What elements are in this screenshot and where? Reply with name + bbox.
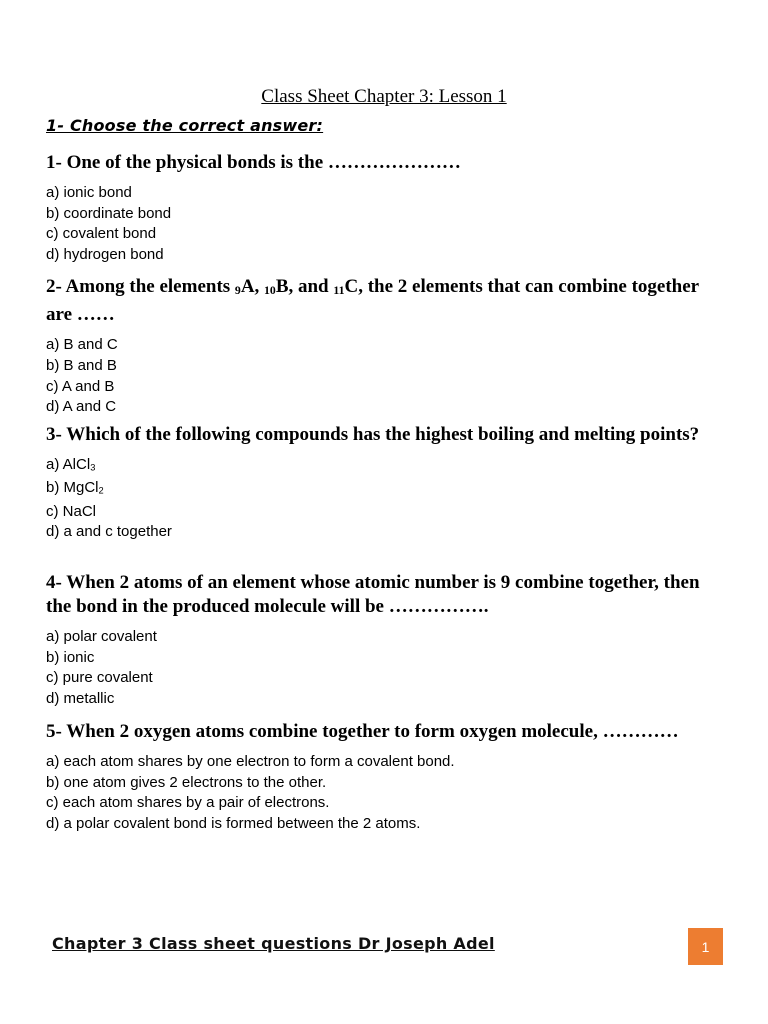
option-d: d) A and C [46, 398, 117, 416]
question-1 [46, 151, 722, 266]
section-heading: 1- Choose the correct answer: [46, 116, 324, 135]
question-5-options [46, 752, 722, 835]
option-c: c) covalent bond [46, 225, 157, 243]
question-3-options [46, 455, 722, 543]
question-3 [46, 423, 722, 543]
question-4-options [46, 627, 722, 710]
question-5 [46, 720, 722, 835]
question-stem: One of the physical bonds is the ………………… [66, 152, 461, 173]
question-4-text [46, 571, 722, 619]
option-a-formula: a) AlCl [46, 456, 91, 473]
option-d: d) a polar covalent bond is formed between the 2 atoms. [46, 815, 421, 833]
option-d: d) metallic [46, 690, 115, 708]
option-c: c) NaCl [46, 502, 97, 520]
option-d: d) a and c together [46, 523, 172, 541]
question-5-text [46, 720, 722, 744]
question-number: 4- [46, 572, 62, 593]
option-c: c) A and B [46, 377, 115, 395]
option-a [46, 455, 722, 478]
question-2-text [46, 275, 722, 327]
element-a: A, [240, 276, 265, 297]
question-2 [46, 275, 722, 418]
option-b-formula: b) MgCl [46, 479, 99, 497]
question-stem: When 2 atoms of an element whose atomic number is 9 combine together, then the bond in the produced molecule will be ……………. [46, 572, 700, 617]
option-d: d) hydrogen bond [46, 246, 164, 264]
footer-text: Chapter 3 Class sheet questions Dr Joseph Adel [52, 934, 495, 953]
question-number: 1- [46, 152, 62, 173]
option-b: b) B and B [46, 356, 117, 374]
atomic-number-c: 11 [333, 284, 345, 298]
option-a: a) ionic bond [46, 184, 132, 201]
question-1-options [46, 183, 722, 266]
question-3-text [46, 423, 722, 447]
element-c-and-rest: C, the 2 elements that can combine together are …… [46, 276, 699, 326]
question-stem-start: Among the elements [65, 276, 235, 297]
option-b: b) one atom gives 2 electrons to the other. [46, 773, 327, 791]
option-a: a) each atom shares by one electron to form a covalent bond. [46, 753, 455, 770]
page-number-badge: 1 [688, 928, 723, 965]
question-number: 3- [46, 424, 62, 445]
question-number: 5- [46, 721, 62, 742]
option-c: c) pure covalent [46, 669, 153, 687]
option-b [46, 478, 722, 501]
question-stem: When 2 oxygen atoms combine together to form oxygen molecule, ………… [66, 721, 679, 742]
option-b-subscript: 2 [98, 486, 104, 497]
question-number: 2- [46, 276, 62, 297]
element-b: B, and [275, 276, 334, 297]
question-stem: Which of the following compounds has the highest boiling and melting points? [66, 424, 700, 445]
question-2-options [46, 335, 722, 418]
option-b: b) ionic [46, 648, 95, 666]
option-a: a) polar covalent [46, 628, 157, 645]
atomic-number-b: 10 [264, 284, 276, 298]
option-a-subscript: 3 [90, 462, 96, 473]
question-4 [46, 571, 722, 710]
atomic-number-a: 9 [234, 284, 241, 298]
question-1-text [46, 151, 722, 175]
option-c: c) each atom shares by a pair of electrons. [46, 794, 330, 812]
option-b: b) coordinate bond [46, 204, 172, 222]
page-title: Class Sheet Chapter 3: Lesson 1 [261, 86, 507, 107]
option-a: a) B and C [46, 336, 118, 354]
